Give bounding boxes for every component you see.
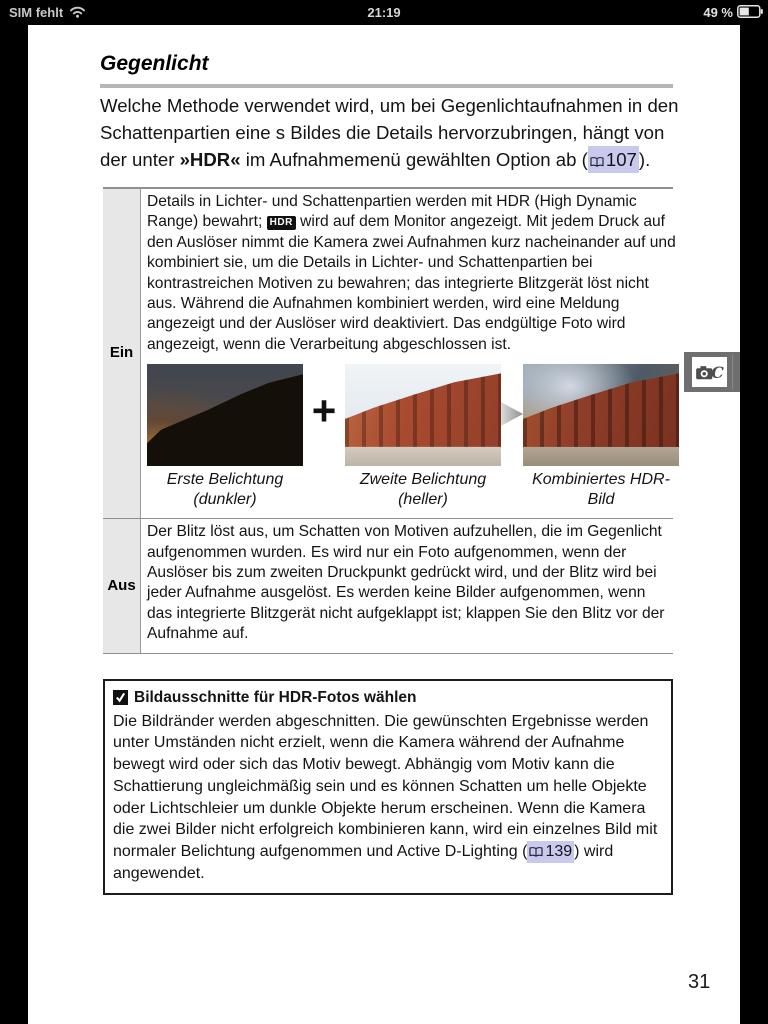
- intro-text-2: im Aufnahmemenü gewählten Option ab (: [240, 149, 588, 170]
- note-title: Bildausschnitte für HDR-Fotos wählen: [134, 689, 417, 706]
- battery-icon: [737, 5, 763, 21]
- caption-first-exposure: Erste Belichtung (dunkler): [166, 471, 284, 509]
- building-silhouette: [147, 370, 303, 466]
- note-header: [113, 687, 663, 709]
- hdr-note-box: [103, 679, 673, 895]
- page-ref-link-139[interactable]: [527, 841, 574, 863]
- note-text-2: ) wird angewendet.: [113, 842, 614, 882]
- row-content-ein: [141, 189, 681, 518]
- page-ref-number: 107: [605, 149, 637, 170]
- plus-sign: +: [311, 387, 337, 435]
- figure-combined-hdr: [523, 364, 679, 510]
- battery-percent-label: 49 %: [703, 5, 733, 20]
- arrow-right-icon: [501, 397, 523, 437]
- title-rule: [100, 84, 673, 88]
- clock: 21:19: [367, 5, 401, 20]
- intro-text-3: ).: [638, 149, 651, 170]
- row-label-ein: Ein: [103, 189, 141, 518]
- page-number: 31: [688, 971, 711, 993]
- check-icon: [113, 690, 128, 705]
- photo-hdr-combined: [523, 364, 679, 466]
- document-page: [28, 25, 740, 1024]
- page-ref-link-107[interactable]: [588, 146, 639, 173]
- row-content-aus: Der Blitz löst aus, um Schatten von Motiven aufzuhellen, die im Gegenlicht aufgenommen wurden. Es wird nur ein Foto aufgenommen, wenn der Auslöser bis zum zweiten Druckpunkt gedrückt wird, und der Blitz wird bei jeder Aufnahme ausgelöst. Es werden keine Bilder aufgenommen, wenn das integrierte Blitzgerät nicht aufgeklappt ist; klappen Sie den Blitz vor der Aufnahme auf.: [147, 523, 665, 643]
- building-bright: [345, 373, 501, 446]
- status-bar: [0, 0, 768, 25]
- hdr-monitor-badge-icon: HDR: [267, 216, 296, 230]
- ein-text-2: wird auf dem Monitor angezeigt. Mit jedem Druck auf den Auslöser nimmt die Kamera zwei Aufnahmen kurz nacheinander auf und kombiniert sie, um die Details in Lichter- und Schattenpartien bei kontrastreichen Motiven zu bewahren; das integrierte Blitzgerät löst nicht aus. Während die Aufnahmen kombiniert werden, wird eine Meldung angezeigt und der Auslöser wird deaktiviert. Das endgültige Foto wird angezeigt, wenn die Verarbeitung abgeschlossen ist.: [147, 213, 676, 353]
- carrier-label: SIM fehlt: [9, 5, 64, 20]
- intro-text-1: Welche Methode verwendet wird, um bei Gegenlichtaufnahmen in den Schattenpartien eine s Bildes die Details hervorzubringen, hängt von der unter: [100, 95, 679, 170]
- row-label-aus: Aus: [103, 519, 141, 652]
- tab-divider: [732, 355, 733, 389]
- tab-letter: C: [711, 362, 724, 382]
- intro-paragraph: [100, 92, 680, 173]
- table-row-ein: [103, 189, 676, 519]
- hdr-figure-row: [147, 364, 679, 510]
- book-icon: [590, 157, 604, 167]
- book-icon: [529, 847, 543, 857]
- building-hdr: [523, 373, 679, 446]
- photo-bright-exposure: [345, 364, 501, 466]
- caption-combined-hdr: Kombiniertes HDR- Bild: [532, 471, 670, 509]
- figure-second-exposure: [345, 364, 501, 510]
- page-title: Gegenlicht: [100, 52, 209, 75]
- note-body: [113, 711, 663, 885]
- figure-first-exposure: [147, 364, 303, 510]
- hdr-menu-name: »HDR«: [179, 149, 241, 170]
- note-text-1: Die Bildränder werden abgeschnitten. Die gewünschten Ergebnisse werden unter Umständen nicht erzielt, wenn die Kamera während der Aufnahme bewegt wird oder sich das Motiv bewegt. Abhängig vom Motiv kann die Schattierung ungleichmäßig sein und es können Schatten um helle Objekte oder Lichtschleier um dunkle Objekte herum erscheinen. Wenn die Kamera die zwei Bilder nicht erfolgreich kombinieren kann, wird ein einzelnes Bild mit normaler Belichtung aufgenommen und Active D-Lighting (: [113, 712, 658, 860]
- table-row-aus: [103, 519, 673, 652]
- page-ref-number: 139: [545, 842, 573, 860]
- camera-c-icon: [692, 357, 727, 387]
- ein-text-1: Details in Lichter- und Schattenpartien werden mit HDR (High Dynamic Range) bewahrt;: [147, 193, 637, 231]
- caption-second-exposure: Zweite Belichtung (heller): [359, 471, 487, 509]
- chapter-tab-camera[interactable]: [684, 352, 740, 392]
- photo-dark-exposure: [147, 364, 303, 466]
- hdr-options-table: [103, 187, 676, 654]
